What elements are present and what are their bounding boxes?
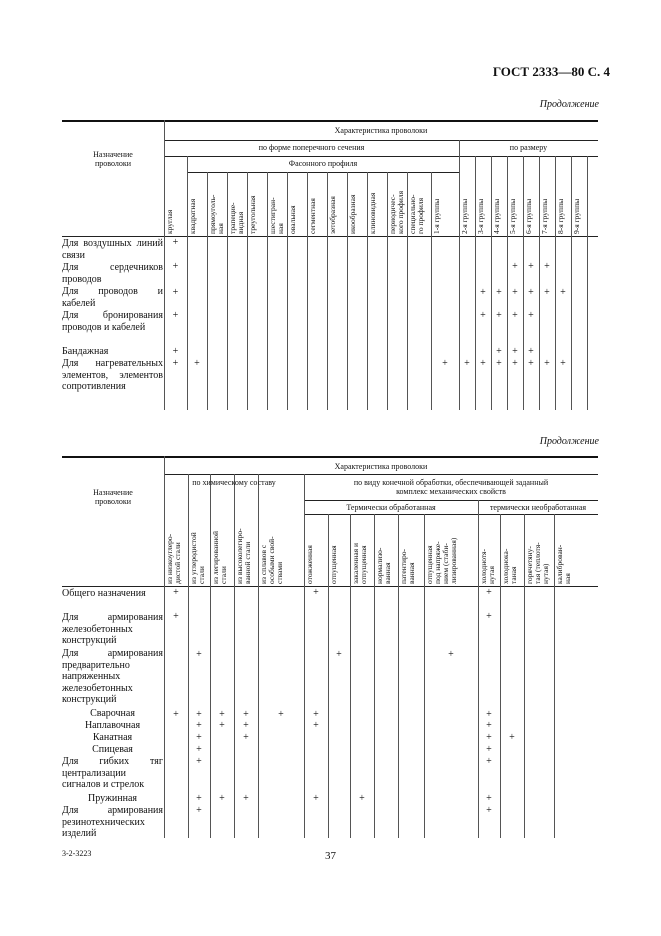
rule-line (62, 586, 598, 587)
column-header: нормализо- ванная (375, 547, 392, 584)
header-characteristic: Характеристика проволоки (334, 462, 428, 471)
mark-plus: + (313, 793, 319, 804)
column-header: сегментная (308, 198, 317, 234)
mark-plus: + (172, 287, 179, 298)
mark-plus: + (196, 744, 202, 755)
mark-plus: + (544, 358, 550, 369)
header-by-finish: по виду конечной обработки, обеспечивающей заданный комплекс механических свойств (353, 478, 549, 496)
mark-plus: + (480, 310, 486, 321)
column-line (188, 474, 189, 838)
header-nonthermal: термически необработанная (489, 503, 587, 512)
table-row-label: Пружинная (88, 793, 137, 804)
column-header-purpose: Назначение проволоки (93, 488, 133, 506)
column-header: закаленная и отпущенная (351, 543, 368, 584)
mark-plus: + (243, 793, 249, 804)
column-line (258, 474, 259, 838)
mark-plus: + (173, 709, 179, 720)
mark-plus: + (528, 346, 534, 357)
continued-label-1: Продолжение (539, 99, 599, 110)
mark-plus: + (313, 720, 319, 731)
table-row-label: Для воздушных линий связи (62, 238, 163, 261)
column-line (210, 474, 211, 838)
column-header: икообразная (348, 194, 357, 234)
column-header: из высоколегиро- ванной стали (235, 528, 252, 584)
column-line (491, 156, 492, 410)
mark-plus: + (486, 732, 492, 743)
mark-plus: + (512, 310, 518, 321)
mark-plus: + (219, 709, 225, 720)
table-row-label: Для нагревательных элементов, элементов сопротивления (62, 358, 163, 392)
header-by-shape: по форме поперечного сечения (258, 143, 365, 152)
mark-plus: + (486, 805, 492, 816)
mark-plus: + (486, 720, 492, 731)
mark-plus: + (194, 358, 200, 369)
mark-plus: + (544, 287, 550, 298)
table-row-label: Наплавочная (84, 720, 141, 731)
column-header: патентиро- ванная (399, 548, 416, 584)
column-header: из низкоуглеро- дистой стали (165, 533, 182, 584)
rule-line (62, 236, 598, 237)
column-line (555, 156, 556, 410)
table-row-label: Для армирования железобетонных конструкций (62, 612, 163, 646)
table-row-label: Для гибких тяг централизации сигналов и стрелок (62, 756, 163, 790)
mark-plus: + (359, 793, 365, 804)
column-line (507, 156, 508, 410)
mark-plus: + (486, 611, 492, 622)
page-header: ГОСТ 2333—80 С. 4 (492, 64, 610, 79)
column-header: отпущенная (329, 545, 338, 584)
mark-plus: + (172, 237, 179, 248)
mark-plus: + (512, 358, 518, 369)
column-header: 2-я группы (460, 198, 469, 234)
mark-plus: + (496, 346, 502, 357)
rule-line (164, 474, 598, 475)
rule-line (62, 456, 598, 458)
column-header-purpose: Назначение проволоки (93, 150, 133, 168)
mark-plus: + (486, 709, 492, 720)
column-header: круглая (165, 209, 174, 234)
mark-plus: + (172, 310, 179, 321)
mark-plus: + (560, 358, 566, 369)
mark-plus: + (486, 793, 492, 804)
column-header: треугольная (248, 195, 257, 234)
column-header: трапецие- видная (228, 202, 245, 234)
column-header: прямоуголь- ная (208, 194, 225, 234)
column-header: из сплавов с особыми свой- ствами (259, 536, 284, 584)
column-header: овальная (288, 205, 297, 234)
mark-plus: + (243, 709, 249, 720)
column-line (187, 156, 188, 410)
column-header: холоднотя- нутая (479, 549, 496, 584)
column-line (571, 156, 572, 410)
column-header: специально- го профиля (408, 194, 425, 234)
column-header: 7-я группы (540, 198, 549, 234)
header-by-size: по размеру (509, 143, 548, 152)
mark-plus: + (528, 310, 534, 321)
rule-line (164, 156, 598, 157)
column-header: шестигран- ная (268, 197, 285, 234)
mark-plus: + (496, 287, 502, 298)
column-line (304, 474, 305, 838)
column-header: отожженная (305, 545, 314, 584)
column-header: 8-я группы (556, 198, 565, 234)
column-header: зетобразная (328, 196, 337, 234)
continued-label-2: Продолжение (539, 436, 599, 447)
header-shaped-profile: Фасонного профиля (288, 159, 358, 168)
table-row-label: Канатная (92, 732, 133, 743)
mark-plus: + (512, 261, 518, 272)
mark-plus: + (173, 587, 179, 598)
table-row-label: Сварочная (90, 708, 135, 719)
page-number: 37 (325, 850, 336, 862)
mark-plus: + (509, 732, 515, 743)
mark-plus: + (196, 793, 202, 804)
mark-plus: + (480, 358, 486, 369)
header-by-chem: по химическому составу (192, 478, 276, 487)
table-row-label: Для армирования предварительно напряженных железобетонных конструкций (62, 648, 163, 705)
column-line (164, 456, 165, 838)
mark-plus: + (486, 756, 492, 767)
table-row-label: Для сердечников проводов (62, 262, 163, 285)
column-line (164, 120, 165, 410)
table-row-label: Для армирования резинотехнических изделий (62, 805, 163, 839)
column-header: клиновидная (368, 192, 377, 234)
mark-plus: + (196, 805, 202, 816)
mark-plus: + (442, 358, 448, 369)
table-row-label: Для бронирования проводов и кабелей (62, 310, 163, 333)
mark-plus: + (544, 261, 550, 272)
mark-plus: + (196, 709, 202, 720)
mark-plus: + (496, 310, 502, 321)
column-header: периодичес- кого профиля (388, 190, 405, 234)
mark-plus: + (560, 287, 566, 298)
column-header: 9-я группы (572, 198, 581, 234)
mark-plus: + (464, 358, 470, 369)
mark-plus: + (219, 793, 225, 804)
table-row-label: Спицевая (92, 744, 133, 755)
mark-plus: + (480, 287, 486, 298)
mark-plus: + (448, 649, 454, 660)
mark-plus: + (313, 709, 319, 720)
mark-plus: + (486, 587, 492, 598)
footer-code: 3-2-3223 (62, 849, 92, 858)
header-characteristic: Характеристика проволоки (334, 126, 428, 135)
mark-plus: + (196, 649, 202, 660)
mark-plus: + (243, 720, 249, 731)
mark-plus: + (313, 587, 319, 598)
column-line (523, 156, 524, 410)
column-header: отпущенная под напряже- нием (стаби- лизированная) (425, 537, 458, 584)
rule-line (62, 120, 598, 122)
column-header: холоднока- таная (501, 548, 518, 584)
mark-plus: + (528, 261, 534, 272)
column-header: 3-я группы (476, 198, 485, 234)
column-header: 4-я группы (492, 198, 501, 234)
table-row-label: Общего назначения (62, 588, 146, 599)
mark-plus: + (512, 346, 518, 357)
table-row-label: Для проводов и кабелей (62, 286, 163, 309)
column-header: горячетяну- тая (теплотя- нутая) (525, 542, 550, 584)
mark-plus: + (196, 720, 202, 731)
mark-plus: + (196, 756, 202, 767)
rule-line (164, 140, 598, 141)
column-line (587, 156, 588, 410)
mark-plus: + (486, 744, 492, 755)
mark-plus: + (196, 732, 202, 743)
column-header: из легированной стали (211, 530, 228, 584)
mark-plus: + (528, 358, 534, 369)
column-header: 1-я группы (432, 198, 441, 234)
mark-plus: + (512, 287, 518, 298)
column-line (539, 156, 540, 410)
header-thermal: Термически обработанная (346, 503, 436, 512)
table-row-label: Бандажная (62, 346, 109, 357)
column-line (475, 156, 476, 410)
mark-plus: + (173, 611, 179, 622)
mark-plus: + (496, 358, 502, 369)
column-header: квадратная (188, 198, 197, 234)
column-header: 6-я группы (524, 198, 533, 234)
column-header: 5-я группы (508, 198, 517, 234)
mark-plus: + (278, 709, 284, 720)
mark-plus: + (172, 346, 179, 357)
mark-plus: + (243, 732, 249, 743)
column-header: из углеродистой стали (189, 532, 206, 584)
rule-line (304, 500, 598, 501)
column-line (459, 140, 460, 410)
mark-plus: + (172, 358, 179, 369)
mark-plus: + (172, 261, 179, 272)
mark-plus: + (219, 720, 225, 731)
column-header: калиброван- ная (555, 544, 572, 584)
mark-plus: + (528, 287, 534, 298)
mark-plus: + (336, 649, 342, 660)
